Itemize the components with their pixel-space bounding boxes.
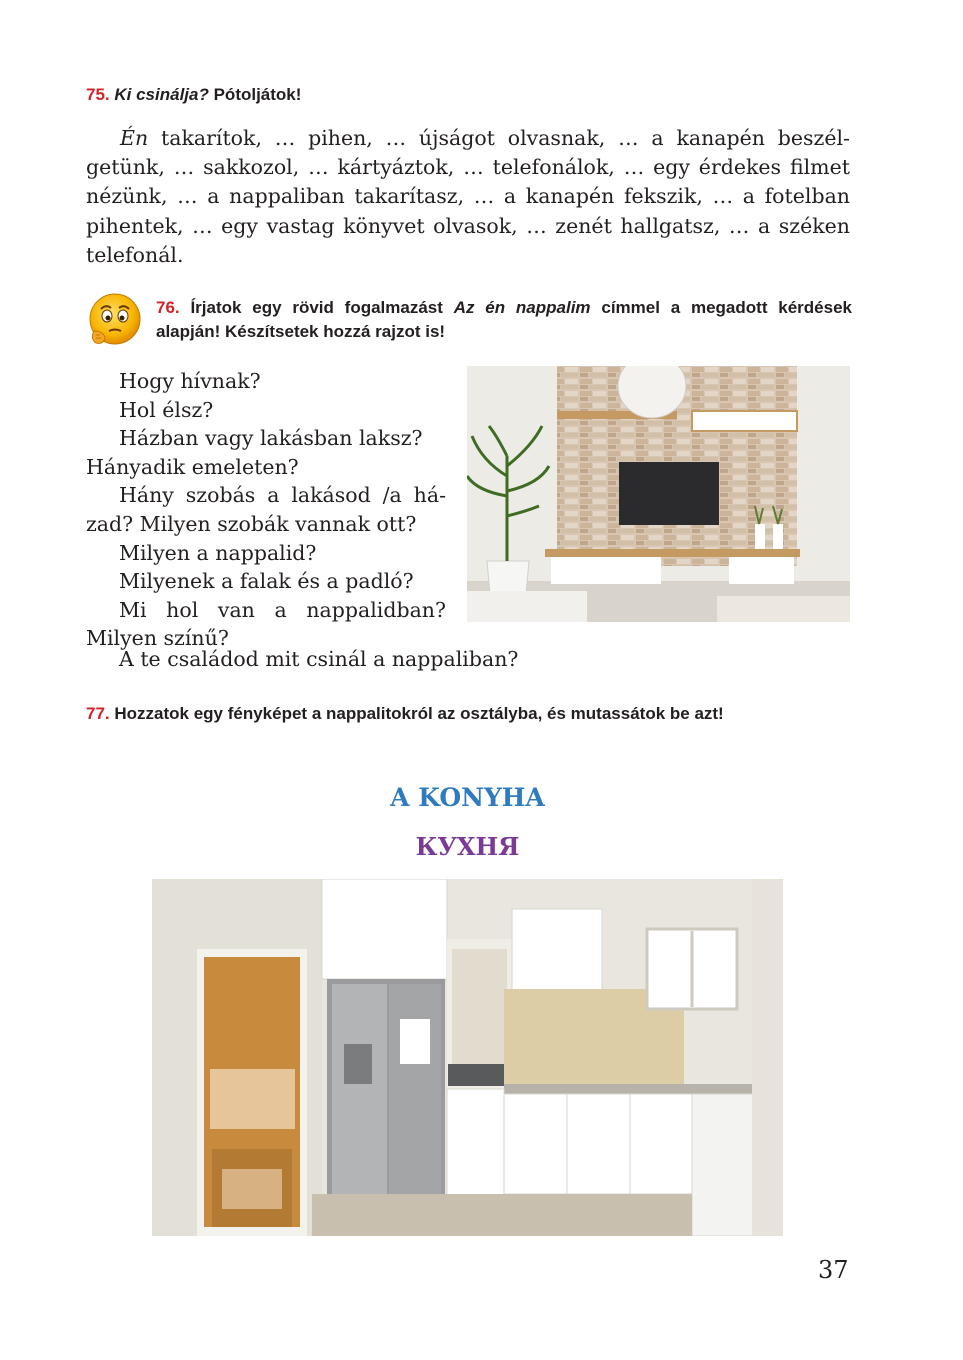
task-number: 76. bbox=[156, 298, 180, 317]
thinking-face-icon bbox=[86, 291, 142, 349]
question: Hányadik emeleten? bbox=[86, 454, 299, 479]
section-title: A KONYHA bbox=[390, 783, 545, 812]
question: zad? Milyen szobák vannak ott? bbox=[86, 511, 417, 536]
question: Milyenek a falak és a padló? bbox=[119, 569, 414, 594]
question: Milyen a nappalid? bbox=[119, 540, 317, 565]
task-text: Írjatok egy rövid fogalmazást bbox=[190, 298, 443, 317]
task-75-heading bbox=[86, 85, 301, 105]
task-text: Hozzatok egy fényképet a nappalitokról az osztályba, és mutassátok be azt! bbox=[114, 704, 724, 723]
question: Házban vagy lakásban laksz? bbox=[119, 426, 423, 451]
question: Milyen színű? bbox=[86, 626, 229, 651]
task-77 bbox=[86, 704, 724, 724]
fill-in-text: takarítok, … pihen, … újságot olvasnak, … a kanapén beszélgetünk, … sakkozol, … kártyáztok, … telefonálok, … egy érdekes filmet nézünk, … a nappaliban takarítasz, … a kanapén fekszik, … a fotelban pihentek, … egy vastag könyvet olvasok, … zenét hallgatsz, … a széken telefonál. bbox=[86, 126, 850, 267]
task-75-text bbox=[86, 124, 850, 270]
task-76-heading bbox=[156, 296, 852, 344]
task-instruction: Pótoljátok! bbox=[213, 85, 302, 104]
task-text-continued: címmel a megadott kérdések alapján! Készítsetek hozzá rajzot is! bbox=[156, 298, 852, 341]
question-list bbox=[86, 367, 446, 653]
question: Hogy hívnak? bbox=[119, 369, 261, 393]
living-room-photo bbox=[467, 366, 850, 622]
task-number: 75. bbox=[86, 85, 110, 104]
question: Mi hol van a nappalidban? bbox=[119, 597, 446, 622]
essay-title: Az én nappalim bbox=[453, 298, 591, 317]
question: Hány szobás a lakásod /a há- bbox=[119, 483, 446, 508]
question: Hol élsz? bbox=[119, 397, 214, 422]
first-word: Én bbox=[120, 126, 149, 150]
task-number: 77. bbox=[86, 704, 110, 723]
section-subtitle: КУХНЯ bbox=[415, 832, 520, 861]
question: A te családod mit csinál a nappaliban? bbox=[119, 647, 519, 671]
kitchen-photo bbox=[152, 879, 783, 1236]
page-number: 37 bbox=[818, 1256, 849, 1284]
task-title: Ki csinálja? bbox=[114, 85, 209, 104]
